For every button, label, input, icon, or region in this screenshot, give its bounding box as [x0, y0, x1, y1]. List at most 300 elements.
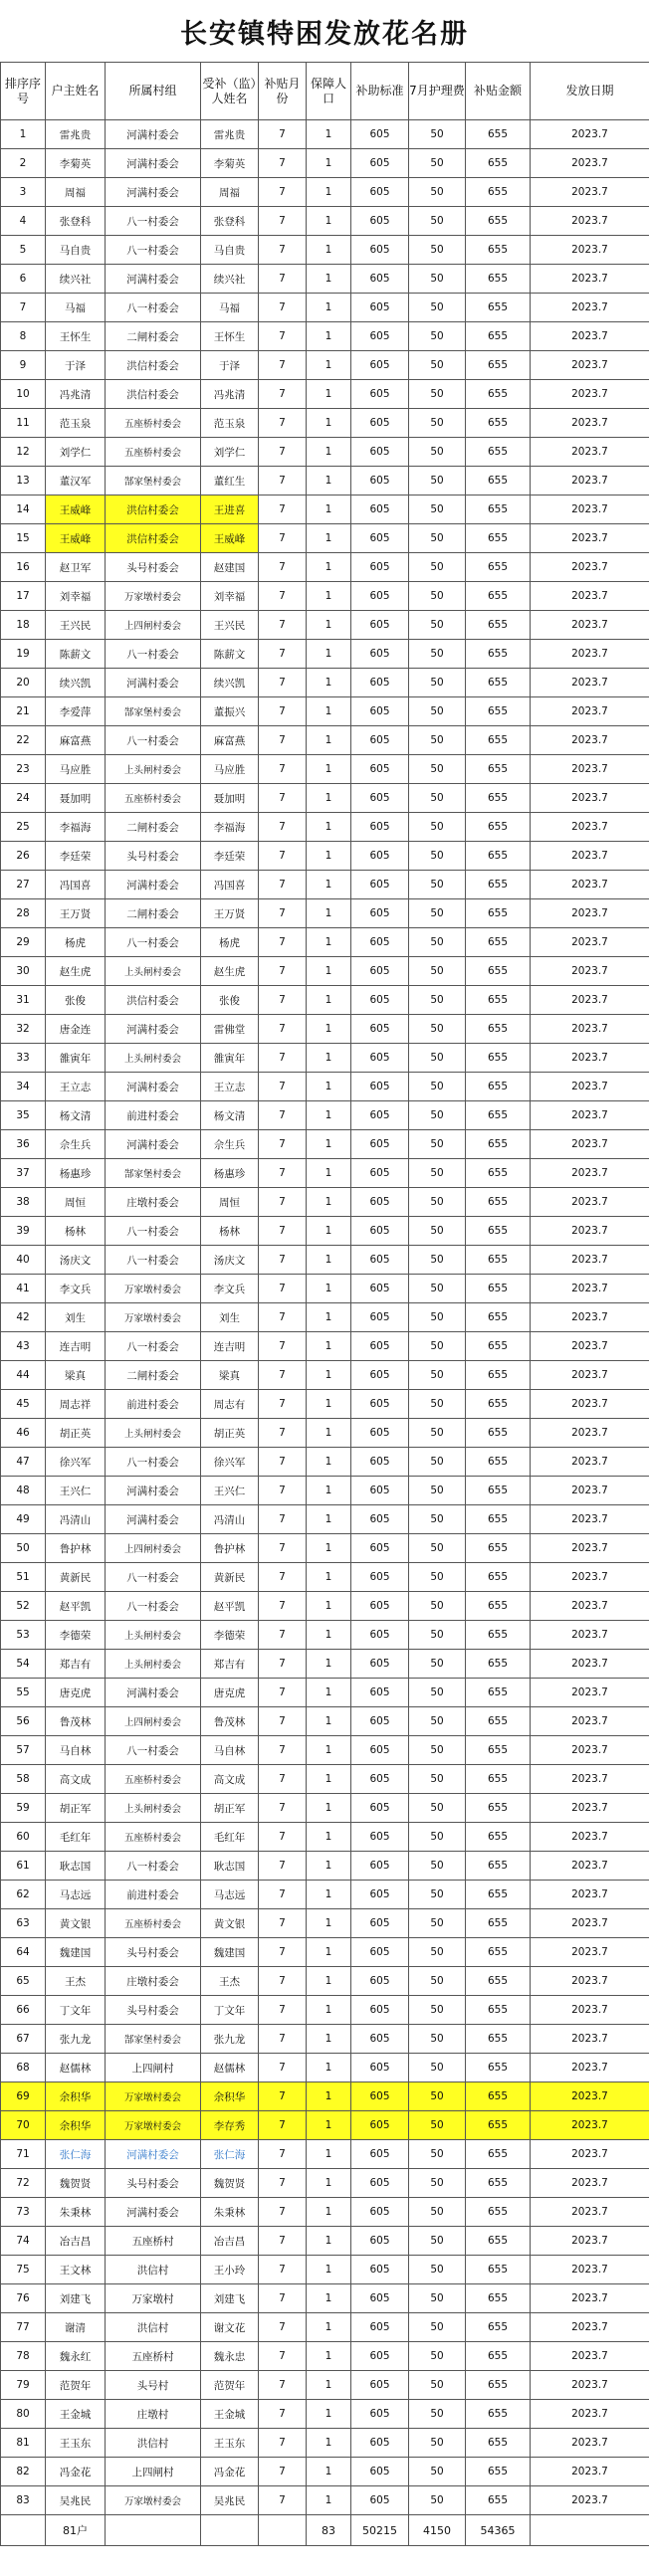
care-fee-cell: 50 [409, 1621, 466, 1650]
date-cell: 2023.7 [531, 1188, 649, 1217]
table-row [1, 1534, 649, 1563]
care-fee-cell: 50 [409, 2342, 466, 2371]
village-cell: 八一村委会 [106, 640, 201, 669]
month-cell: 7 [259, 178, 307, 207]
care-fee-cell: 50 [409, 1736, 466, 1765]
recipient-cell: 雒寅年 [201, 1044, 259, 1073]
date-cell: 2023.7 [531, 1477, 649, 1505]
recipient-cell: 张仁海 [201, 2140, 259, 2169]
householder-cell: 徐兴军 [46, 1448, 106, 1477]
amount-cell: 655 [466, 467, 531, 495]
population-cell: 1 [307, 409, 351, 438]
table-row [1, 1073, 649, 1101]
population-cell: 1 [307, 2284, 351, 2313]
amount-cell: 655 [466, 2140, 531, 2169]
table-row [1, 755, 649, 784]
table-row [1, 1707, 649, 1736]
population-cell: 1 [307, 2486, 351, 2515]
population-cell: 1 [307, 207, 351, 236]
village-cell: 洪信村委会 [106, 495, 201, 524]
seq-cell: 39 [1, 1217, 46, 1246]
seq-cell: 33 [1, 1044, 46, 1073]
table-row [1, 322, 649, 351]
amount-cell: 655 [466, 784, 531, 813]
village-cell: 万家墩村委会 [106, 1275, 201, 1303]
seq-cell: 41 [1, 1275, 46, 1303]
amount-cell: 655 [466, 294, 531, 322]
recipient-cell: 周恒 [201, 1188, 259, 1217]
village-cell: 五座桥村委会 [106, 1823, 201, 1852]
recipient-cell: 周志有 [201, 1390, 259, 1419]
recipient-cell: 唐克虎 [201, 1679, 259, 1707]
month-cell: 7 [259, 1881, 307, 1909]
seq-cell: 65 [1, 1967, 46, 1996]
care-fee-cell: 50 [409, 1419, 466, 1448]
table-row [1, 1130, 649, 1159]
standard-cell: 605 [351, 409, 409, 438]
date-cell: 2023.7 [531, 1765, 649, 1794]
table-row [1, 842, 649, 871]
population-cell: 1 [307, 1881, 351, 1909]
standard-cell: 605 [351, 1130, 409, 1159]
recipient-cell: 王兴仁 [201, 1477, 259, 1505]
seq-cell: 5 [1, 236, 46, 265]
care-fee-cell: 50 [409, 1188, 466, 1217]
date-cell: 2023.7 [531, 1275, 649, 1303]
village-cell: 上头闸村委会 [106, 1650, 201, 1679]
standard-cell: 605 [351, 669, 409, 697]
care-fee-cell: 50 [409, 2054, 466, 2082]
table-row [1, 380, 649, 409]
care-fee-cell: 50 [409, 1073, 466, 1101]
table-row [1, 120, 649, 149]
householder-cell: 范贺年 [46, 2371, 106, 2400]
header-cell: 保障人口 [307, 63, 351, 120]
amount-cell: 655 [466, 1101, 531, 1130]
standard-cell: 605 [351, 438, 409, 467]
village-cell: 五座桥村委会 [106, 1909, 201, 1938]
population-cell: 1 [307, 1101, 351, 1130]
population-cell: 1 [307, 1794, 351, 1823]
seq-cell: 51 [1, 1563, 46, 1592]
total-standard: 50215 [351, 2515, 409, 2546]
amount-cell: 655 [466, 1881, 531, 1909]
village-cell: 前进村委会 [106, 1390, 201, 1419]
village-cell: 头号村 [106, 2371, 201, 2400]
seq-cell: 61 [1, 1852, 46, 1881]
standard-cell: 605 [351, 2169, 409, 2198]
month-cell: 7 [259, 2025, 307, 2054]
month-cell: 7 [259, 2313, 307, 2342]
month-cell: 7 [259, 2429, 307, 2458]
date-cell: 2023.7 [531, 1679, 649, 1707]
table-row [1, 1505, 649, 1534]
recipient-cell: 汤庆文 [201, 1246, 259, 1275]
population-cell: 1 [307, 640, 351, 669]
seq-cell: 14 [1, 495, 46, 524]
standard-cell: 605 [351, 553, 409, 582]
amount-cell: 655 [466, 871, 531, 899]
month-cell: 7 [259, 1592, 307, 1621]
date-cell: 2023.7 [531, 871, 649, 899]
standard-cell: 605 [351, 1967, 409, 1996]
date-cell: 2023.7 [531, 2198, 649, 2227]
village-cell: 万家墩村委会 [106, 2486, 201, 2515]
amount-cell: 655 [466, 669, 531, 697]
month-cell: 7 [259, 1448, 307, 1477]
care-fee-cell: 50 [409, 2371, 466, 2400]
population-cell: 1 [307, 1130, 351, 1159]
month-cell: 7 [259, 380, 307, 409]
seq-cell: 22 [1, 726, 46, 755]
care-fee-cell: 50 [409, 149, 466, 178]
standard-cell: 605 [351, 2429, 409, 2458]
date-cell: 2023.7 [531, 2313, 649, 2342]
amount-cell: 655 [466, 495, 531, 524]
date-cell: 2023.7 [531, 1448, 649, 1477]
month-cell: 7 [259, 120, 307, 149]
care-fee-cell: 50 [409, 1130, 466, 1159]
population-cell: 1 [307, 294, 351, 322]
date-cell: 2023.7 [531, 755, 649, 784]
recipient-cell: 魏贺贤 [201, 2169, 259, 2198]
seq-cell: 83 [1, 2486, 46, 2515]
village-cell: 万家墩村 [106, 2284, 201, 2313]
standard-cell: 605 [351, 986, 409, 1015]
care-fee-cell: 50 [409, 1823, 466, 1852]
seq-cell: 80 [1, 2400, 46, 2429]
seq-cell: 79 [1, 2371, 46, 2400]
table-row [1, 1448, 649, 1477]
date-cell: 2023.7 [531, 1909, 649, 1938]
care-fee-cell: 50 [409, 2256, 466, 2284]
amount-cell: 655 [466, 1967, 531, 1996]
month-cell: 7 [259, 1246, 307, 1275]
seq-cell: 50 [1, 1534, 46, 1563]
care-fee-cell: 50 [409, 1592, 466, 1621]
population-cell: 1 [307, 2313, 351, 2342]
householder-cell: 朱秉林 [46, 2198, 106, 2227]
householder-cell: 赵儒林 [46, 2054, 106, 2082]
table-row [1, 1592, 649, 1621]
village-cell: 洪信村委会 [106, 380, 201, 409]
month-cell: 7 [259, 1794, 307, 1823]
table-row [1, 467, 649, 495]
date-cell: 2023.7 [531, 957, 649, 986]
seq-cell: 77 [1, 2313, 46, 2342]
amount-cell: 655 [466, 2342, 531, 2371]
village-cell: 八一村委会 [106, 726, 201, 755]
village-cell: 二闸村委会 [106, 813, 201, 842]
month-cell: 7 [259, 1679, 307, 1707]
month-cell: 7 [259, 2082, 307, 2111]
care-fee-cell: 50 [409, 755, 466, 784]
table-row [1, 2140, 649, 2169]
standard-cell: 605 [351, 755, 409, 784]
care-fee-cell: 50 [409, 813, 466, 842]
date-cell: 2023.7 [531, 2140, 649, 2169]
date-cell: 2023.7 [531, 697, 649, 726]
householder-cell: 杨惠珍 [46, 1159, 106, 1188]
householder-cell: 丁文年 [46, 1996, 106, 2025]
population-cell: 1 [307, 1303, 351, 1332]
table-row [1, 2400, 649, 2429]
population-cell: 1 [307, 842, 351, 871]
month-cell: 7 [259, 409, 307, 438]
page-title: 长安镇特困发放花名册 [180, 18, 469, 50]
village-cell: 河满村委会 [106, 149, 201, 178]
amount-cell: 655 [466, 1852, 531, 1881]
date-cell: 2023.7 [531, 842, 649, 871]
header-cell: 受补（监）人姓名 [201, 63, 259, 120]
month-cell: 7 [259, 1736, 307, 1765]
population-cell: 1 [307, 1448, 351, 1477]
population-cell: 1 [307, 928, 351, 957]
village-cell: 河满村委会 [106, 178, 201, 207]
seq-cell: 28 [1, 899, 46, 928]
month-cell: 7 [259, 322, 307, 351]
date-cell: 2023.7 [531, 1650, 649, 1679]
standard-cell: 605 [351, 1159, 409, 1188]
population-cell: 1 [307, 871, 351, 899]
village-cell: 上头闸村委会 [106, 957, 201, 986]
seq-cell: 13 [1, 467, 46, 495]
month-cell: 7 [259, 1621, 307, 1650]
date-cell: 2023.7 [531, 2169, 649, 2198]
amount-cell: 655 [466, 351, 531, 380]
village-cell: 洪信村 [106, 2429, 201, 2458]
care-fee-cell: 50 [409, 236, 466, 265]
recipient-cell: 马自贵 [201, 236, 259, 265]
table-row [1, 1217, 649, 1246]
date-cell: 2023.7 [531, 640, 649, 669]
date-cell: 2023.7 [531, 294, 649, 322]
care-fee-cell: 50 [409, 2400, 466, 2429]
recipient-cell: 魏建国 [201, 1938, 259, 1967]
village-cell: 八一村委会 [106, 1736, 201, 1765]
table-row [1, 265, 649, 294]
population-cell: 1 [307, 178, 351, 207]
table-row [1, 1679, 649, 1707]
householder-cell: 杨文清 [46, 1101, 106, 1130]
date-cell: 2023.7 [531, 813, 649, 842]
householder-cell: 马福 [46, 294, 106, 322]
amount-cell: 655 [466, 582, 531, 611]
month-cell: 7 [259, 351, 307, 380]
village-cell: 河满村委会 [106, 120, 201, 149]
month-cell: 7 [259, 1332, 307, 1361]
month-cell: 7 [259, 2054, 307, 2082]
standard-cell: 605 [351, 2025, 409, 2054]
seq-cell: 12 [1, 438, 46, 467]
recipient-cell: 连吉明 [201, 1332, 259, 1361]
population-cell: 1 [307, 1015, 351, 1044]
standard-cell: 605 [351, 1707, 409, 1736]
table-row [1, 1909, 649, 1938]
amount-cell: 655 [466, 2227, 531, 2256]
village-cell: 郜家堡村委会 [106, 697, 201, 726]
recipient-cell: 王小玲 [201, 2256, 259, 2284]
care-fee-cell: 50 [409, 2082, 466, 2111]
month-cell: 7 [259, 2371, 307, 2400]
seq-cell: 52 [1, 1592, 46, 1621]
population-cell: 1 [307, 755, 351, 784]
standard-cell: 605 [351, 2140, 409, 2169]
care-fee-cell: 50 [409, 899, 466, 928]
table-row [1, 1303, 649, 1332]
amount-cell: 655 [466, 1390, 531, 1419]
month-cell: 7 [259, 2111, 307, 2140]
amount-cell: 655 [466, 1015, 531, 1044]
seq-cell: 32 [1, 1015, 46, 1044]
table-row [1, 1736, 649, 1765]
amount-cell: 655 [466, 1073, 531, 1101]
recipient-cell: 杨林 [201, 1217, 259, 1246]
month-cell: 7 [259, 755, 307, 784]
date-cell: 2023.7 [531, 553, 649, 582]
amount-cell: 655 [466, 1275, 531, 1303]
care-fee-cell: 50 [409, 669, 466, 697]
date-cell: 2023.7 [531, 1707, 649, 1736]
care-fee-cell: 50 [409, 1390, 466, 1419]
month-cell: 7 [259, 1765, 307, 1794]
care-fee-cell: 50 [409, 1159, 466, 1188]
amount-cell: 655 [466, 2169, 531, 2198]
amount-cell: 655 [466, 380, 531, 409]
village-cell: 八一村委会 [106, 294, 201, 322]
date-cell: 2023.7 [531, 2371, 649, 2400]
month-cell: 7 [259, 1967, 307, 1996]
standard-cell: 605 [351, 784, 409, 813]
care-fee-cell: 50 [409, 1044, 466, 1073]
village-cell: 洪信村 [106, 2256, 201, 2284]
population-cell: 1 [307, 1938, 351, 1967]
amount-cell: 655 [466, 1823, 531, 1852]
village-cell: 洪信村委会 [106, 986, 201, 1015]
village-cell: 上头闸村委会 [106, 1044, 201, 1073]
population-cell: 1 [307, 1534, 351, 1563]
month-cell: 7 [259, 1217, 307, 1246]
householder-cell: 马自贵 [46, 236, 106, 265]
care-fee-cell: 50 [409, 265, 466, 294]
standard-cell: 605 [351, 1765, 409, 1794]
amount-cell: 655 [466, 553, 531, 582]
amount-cell: 655 [466, 697, 531, 726]
village-cell: 河满村委会 [106, 1130, 201, 1159]
date-cell: 2023.7 [531, 1881, 649, 1909]
recipient-cell: 黄新民 [201, 1563, 259, 1592]
standard-cell: 605 [351, 899, 409, 928]
amount-cell: 655 [466, 1448, 531, 1477]
householder-cell: 马志远 [46, 1881, 106, 1909]
care-fee-cell: 50 [409, 1650, 466, 1679]
care-fee-cell: 50 [409, 1361, 466, 1390]
recipient-cell: 周福 [201, 178, 259, 207]
population-cell: 1 [307, 697, 351, 726]
recipient-cell: 余积华 [201, 2082, 259, 2111]
date-cell: 2023.7 [531, 1015, 649, 1044]
recipient-cell: 雷佛堂 [201, 1015, 259, 1044]
population-cell: 1 [307, 1679, 351, 1707]
date-cell: 2023.7 [531, 1794, 649, 1823]
householder-cell: 续兴社 [46, 265, 106, 294]
care-fee-cell: 50 [409, 1246, 466, 1275]
care-fee-cell: 50 [409, 1852, 466, 1881]
recipient-cell: 杨文清 [201, 1101, 259, 1130]
householder-cell: 周恒 [46, 1188, 106, 1217]
village-cell: 头号村委会 [106, 842, 201, 871]
amount-cell: 655 [466, 1996, 531, 2025]
recipient-cell: 李德荣 [201, 1621, 259, 1650]
village-cell: 庄墩村委会 [106, 1188, 201, 1217]
seq-cell: 2 [1, 149, 46, 178]
householder-cell: 聂加明 [46, 784, 106, 813]
recipient-cell: 于泽 [201, 351, 259, 380]
village-cell: 洪信村委会 [106, 351, 201, 380]
date-cell: 2023.7 [531, 2429, 649, 2458]
village-cell: 洪信村 [106, 2313, 201, 2342]
population-cell: 1 [307, 899, 351, 928]
table-row [1, 899, 649, 928]
total-cell [259, 2515, 307, 2546]
table-row [1, 207, 649, 236]
recipient-cell: 雷兆贵 [201, 120, 259, 149]
standard-cell: 605 [351, 207, 409, 236]
village-cell: 上头闸村委会 [106, 1621, 201, 1650]
householder-cell: 余积华 [46, 2111, 106, 2140]
population-cell: 1 [307, 2025, 351, 2054]
village-cell: 八一村委会 [106, 1563, 201, 1592]
amount-cell: 655 [466, 1217, 531, 1246]
date-cell: 2023.7 [531, 178, 649, 207]
month-cell: 7 [259, 1159, 307, 1188]
month-cell: 7 [259, 553, 307, 582]
village-cell: 庄墩村委会 [106, 1967, 201, 1996]
header-cell: 补贴月份 [259, 63, 307, 120]
village-cell: 五座桥村委会 [106, 409, 201, 438]
date-cell: 2023.7 [531, 1332, 649, 1361]
householder-cell: 陈薪文 [46, 640, 106, 669]
month-cell: 7 [259, 1073, 307, 1101]
village-cell: 河满村委会 [106, 265, 201, 294]
amount-cell: 655 [466, 2458, 531, 2486]
care-fee-cell: 50 [409, 1794, 466, 1823]
standard-cell: 605 [351, 2313, 409, 2342]
population-cell: 1 [307, 438, 351, 467]
recipient-cell: 王玉东 [201, 2429, 259, 2458]
amount-cell: 655 [466, 2256, 531, 2284]
care-fee-cell: 50 [409, 582, 466, 611]
householder-cell: 续兴凯 [46, 669, 106, 697]
recipient-cell: 聂加明 [201, 784, 259, 813]
table-row [1, 2054, 649, 2082]
date-cell: 2023.7 [531, 1130, 649, 1159]
month-cell: 7 [259, 1823, 307, 1852]
date-cell: 2023.7 [531, 2054, 649, 2082]
month-cell: 7 [259, 669, 307, 697]
amount-cell: 655 [466, 2486, 531, 2515]
table-row [1, 871, 649, 899]
recipient-cell: 李存秀 [201, 2111, 259, 2140]
householder-cell: 张登科 [46, 207, 106, 236]
date-cell: 2023.7 [531, 207, 649, 236]
population-cell: 1 [307, 236, 351, 265]
month-cell: 7 [259, 1015, 307, 1044]
table-row [1, 2486, 649, 2515]
village-cell: 河满村委会 [106, 1679, 201, 1707]
householder-cell: 鲁茂林 [46, 1707, 106, 1736]
amount-cell: 655 [466, 1361, 531, 1390]
